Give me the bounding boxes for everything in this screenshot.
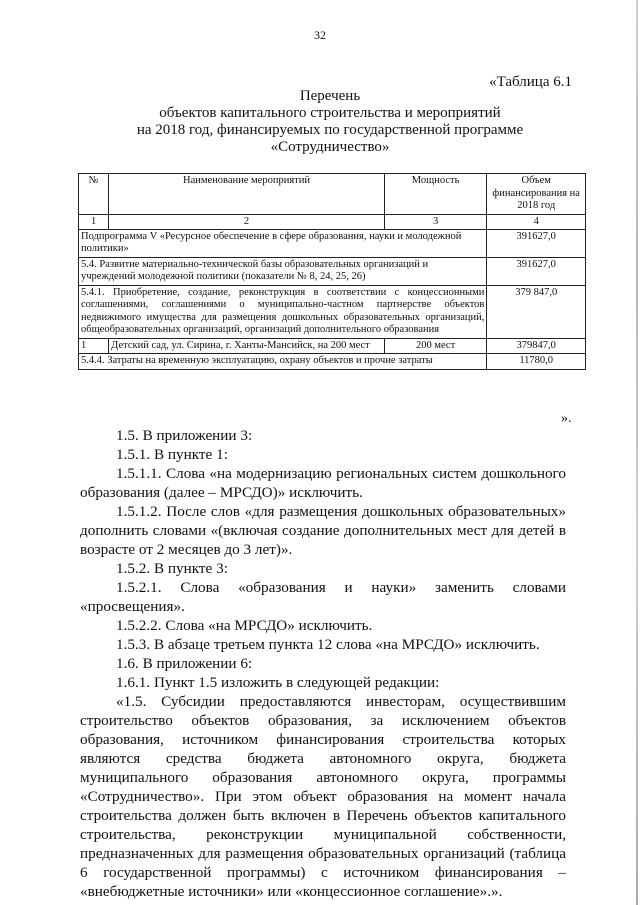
paragraph: 1.5.3. В абзаце третьем пункта 12 слова «на МРСДО» исключить. bbox=[116, 636, 540, 653]
scan-edge bbox=[636, 0, 638, 905]
row-amount: 391627,0 bbox=[487, 229, 586, 257]
table-closing-quote: ». bbox=[561, 411, 572, 426]
table-title bbox=[110, 88, 550, 156]
paragraph: «1.5. Субсидии предоставляются инвесторам, осуществившим строительство объектов образования, за исключением объектов образования, источником финансирования строительства которых являются средства бюджета автономного округа, бюджета муниципального образования автономного округа, программы «Сотрудничество». При этом объект образования на момент начала строительства должен быть включен в Перечень объектов капитального строительства, реконструкции муниципальной собственности, предназначенных для размещения образовательных организаций (таблица 6 государственной программы) с источником финансирования – «внебюджетные источники» или «концессионное соглашение».». bbox=[80, 693, 566, 900]
table-row bbox=[79, 257, 586, 285]
header-cell: № bbox=[79, 174, 109, 215]
col-number: 1 bbox=[79, 214, 109, 229]
row-name: 5.4.1. Приобретение, создание, реконструкция в соответствии с концессионными соглашениями, соглашениями о муниципально-частном партнерстве объектов недвижимого имущества для размещения дошкольных образовательных организаций, общеобразовательных организаций, организаций дополнительного образования bbox=[79, 285, 487, 338]
row-name: 5.4. Развитие материально-технической базы образовательных организаций и учреждений молодежной политики (показатели № 8, 24, 25, 26) bbox=[79, 257, 487, 285]
paragraph: 1.5.2. В пункте 3: bbox=[116, 560, 228, 577]
table-row bbox=[79, 229, 586, 257]
title-line: на 2018 год, финансируемых по государственной программе bbox=[136, 122, 524, 138]
title-line: «Сотрудничество» bbox=[270, 139, 390, 155]
row-amount: 379 847,0 bbox=[487, 285, 586, 338]
table-row bbox=[79, 354, 586, 370]
paragraph: 1.6.1. Пункт 1.5 изложить в следующей редакции: bbox=[116, 674, 440, 691]
row-name: 5.4.4. Затраты на временную эксплуатацию, охрану объектов и прочие затраты bbox=[79, 354, 487, 370]
paragraph: 1.5.1. В пункте 1: bbox=[116, 446, 228, 463]
paragraph: 1.5.2.1. Слова «образования и науки» заменить словами «просвещения». bbox=[80, 579, 566, 615]
header-cell: Мощность bbox=[384, 174, 487, 215]
table-row bbox=[79, 285, 586, 338]
header-cell: Объем финансирования на 2018 год bbox=[487, 174, 586, 215]
table-header-row bbox=[79, 174, 586, 215]
col-number: 4 bbox=[487, 214, 586, 229]
column-number-row bbox=[79, 214, 586, 229]
page-number: 32 bbox=[314, 28, 326, 42]
row-number: 1 bbox=[79, 338, 109, 354]
table-label: «Таблица 6.1 bbox=[489, 74, 572, 90]
paragraph: 1.5.2.2. Слова «на МРСДО» исключить. bbox=[116, 617, 373, 634]
title-line: объектов капитального строительства и мероприятий bbox=[159, 105, 501, 121]
col-number: 3 bbox=[384, 214, 487, 229]
financing-table bbox=[78, 173, 586, 370]
row-amount: 11780,0 bbox=[487, 354, 586, 370]
row-name: Детский сад, ул. Сирина, г. Ханты-Мансийск, на 200 мест bbox=[109, 338, 385, 354]
row-amount: 391627,0 bbox=[487, 257, 586, 285]
table-row bbox=[79, 338, 586, 354]
paragraph: 1.6. В приложении 6: bbox=[116, 655, 253, 672]
title-line: Перечень bbox=[299, 88, 361, 104]
header-cell: Наименование мероприятий bbox=[109, 174, 385, 215]
paragraph: 1.5.1.1. Слова «на модернизацию региональных систем дошкольного образования (далее – МРСДО)» исключить. bbox=[80, 465, 566, 501]
col-number: 2 bbox=[109, 214, 385, 229]
row-capacity: 200 мест bbox=[384, 338, 487, 354]
paragraph: 1.5.1.2. После слов «для размещения дошкольных образовательных» дополнить словами «(включая создание дополнительных мест для детей в возрасте от 2 месяцев до 3 лет)». bbox=[80, 503, 566, 558]
row-amount: 379847,0 bbox=[487, 338, 586, 354]
paragraph: 1.5. В приложении 3: bbox=[116, 427, 253, 444]
document-body bbox=[80, 426, 566, 901]
row-name: Подпрограмма V «Ресурсное обеспечение в сфере образования, науки и молодежной политики» bbox=[79, 229, 487, 257]
